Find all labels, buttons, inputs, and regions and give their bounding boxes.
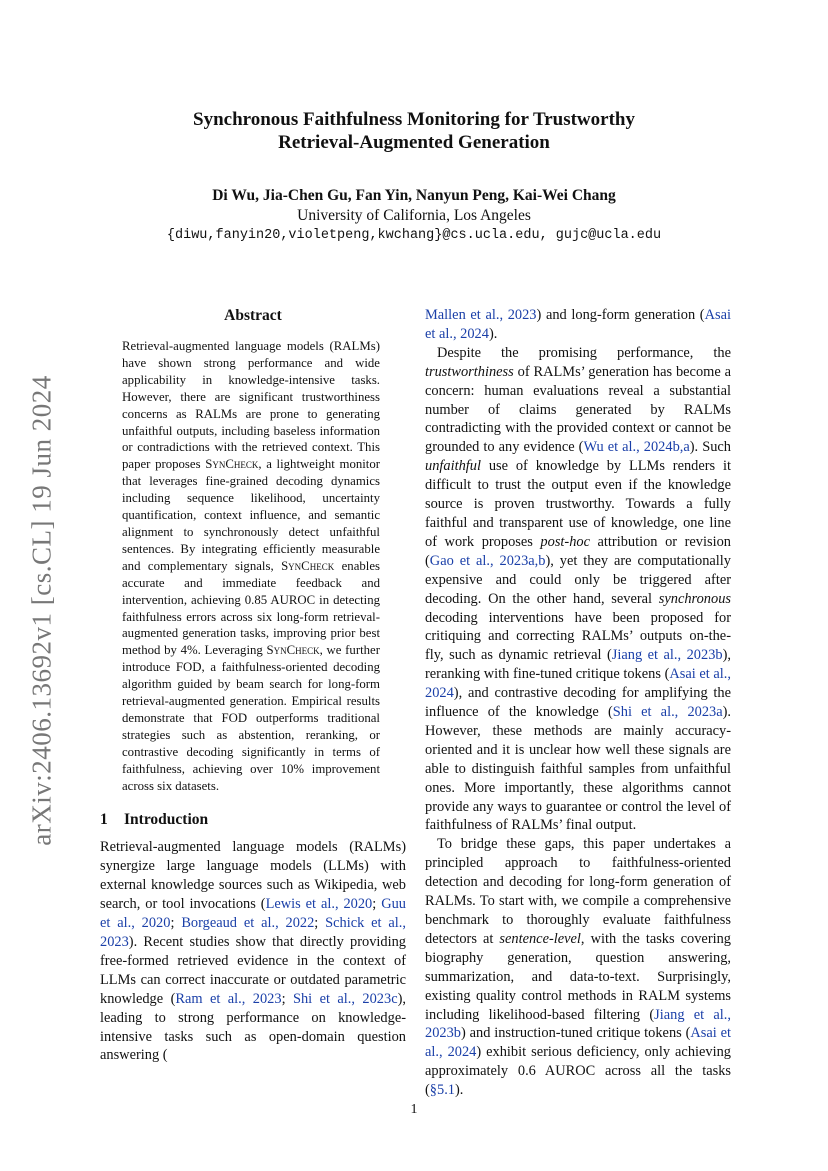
intro-paragraph-2	[425, 344, 731, 836]
right-column	[425, 306, 731, 1100]
citation-link[interactable]: Schick et al., 2023	[100, 915, 406, 950]
text-segment: Despite the promising performance, the	[437, 344, 731, 361]
abstract-segment: Retrieval-augmented language models (RALMs) have shown strong performance and wide applicability in knowledge-intensive tasks. However, there are significant trustworthiness concerns as RALMs are prone to generating unfaithful outputs, including baseless information or contradictions with the retrieved context. This paper proposes	[122, 339, 380, 472]
section-title: Introduction	[124, 811, 209, 829]
arxiv-stamp	[22, 370, 62, 850]
text-segment: ) exhibit serious deficiency, only achieving approximately 0.6 AUROC across all the tasks (	[425, 1044, 731, 1099]
affiliation: University of California, Los Angeles	[297, 207, 531, 224]
author-emails: {diwu,fanyin20,violetpeng,kwchang}@cs.ucla.edu, gujc@ucla.edu	[166, 228, 662, 243]
text-segment: ).	[488, 325, 498, 342]
text-segment: , with the tasks covering biography generation, question answering, summarization, and data-to-text. Surprisingly, existing quality control methods in RALM systems including likelihood-based filtering (	[425, 930, 731, 1023]
arxiv-identifier: arXiv:2406.13692v1 [cs.CL] 19 Jun 2024	[26, 374, 57, 846]
citation-link[interactable]: §5.1	[429, 1082, 455, 1099]
intro-paragraph-1	[100, 838, 406, 1065]
text-segment: decoding interventions have been proposed for critiquing and correcting RALMs’ outputs on-the-fly, such as dynamic retrieval (	[425, 609, 731, 664]
emphasis: post-hoc	[540, 533, 590, 550]
citation-link[interactable]: Mallen et al., 2023	[425, 307, 537, 323]
title-line-1: Synchronous Faithfulness Monitoring for Trustworthy	[193, 109, 635, 130]
emphasis: unfaithful	[425, 458, 481, 475]
text-segment: ) and long-form generation (	[536, 307, 705, 323]
text-segment: ). Such	[689, 439, 731, 456]
intro-paragraph-1-continued	[425, 306, 731, 344]
text-segment: ), and contrastive decoding for amplifying the influence of the knowledge (	[425, 685, 731, 721]
citation-link[interactable]: Wu et al., 2024b,a	[583, 439, 690, 456]
citation-link[interactable]: Guu et al., 2020	[100, 896, 406, 932]
text-segment: ;	[372, 896, 382, 913]
intro-paragraph-3	[425, 835, 731, 1100]
citation-link[interactable]: Borgeaud et al., 2022	[181, 915, 315, 932]
text-segment: Retrieval-augmented language models (RALMs) synergize large language models (LLMs) with external knowledge sources such as Wikipedia, web search, or tool invocations (	[100, 839, 406, 913]
abstract-segment: enables accurate and immediate feedback and intervention, achieving 0.85 AUROC in detecting faithfulness errors across six long-form retrieval-augmented generation tasks, improving prior best method by 4%. Leveraging	[122, 558, 381, 658]
citation-link[interactable]: Asai et al., 2024	[425, 1025, 731, 1061]
method-name: SynCheck	[205, 457, 259, 472]
text-segment: of RALMs’ generation has become a concern: human evaluations reveal a substantial number of claims generated by RALMs contradicting with the provided context or cannot be grounded to any evidence (	[425, 363, 731, 456]
paper-title	[100, 108, 728, 154]
citation-link[interactable]: Asai et al., 2024	[425, 666, 731, 702]
abstract-heading: Abstract	[224, 307, 282, 324]
text-segment: ) and instruction-tuned critique tokens (	[460, 1025, 691, 1042]
text-segment: ). However, these methods are mainly accuracy-oriented and it is unclear how well these signals are able to distinguish faithful samples from unfaithful ones. More importantly, these algorithms cannot provide any ways to guarantee or control the level of faithfulness of RALMs’ final output.	[425, 704, 731, 834]
citation-link[interactable]: Lewis et al., 2020	[265, 896, 373, 913]
emphasis: trustworthiness	[425, 363, 514, 380]
citation-link[interactable]: Ram et al., 2023	[175, 990, 282, 1007]
abstract-segment: , a lightweight monitor that leverages fine-grained decoding dynamics including sequence likelihood, uncertainty quantification, context influence, and semantic alignment to synchronously detect unfaithful sentences. By integrating efficiently measurable and complementary signals,	[122, 457, 381, 573]
citation-link[interactable]: Shi et al., 2023a	[612, 704, 723, 721]
text-segment: ). Recent studies show that directly providing free-formed retrieved evidence in the context of LLMs can correct inaccurate or outdated parametric knowledge (	[100, 934, 406, 1007]
page-number: 1	[410, 1102, 418, 1117]
left-column	[100, 306, 406, 1065]
text-segment: attribution or revision (	[425, 533, 731, 569]
method-name: SynCheck	[266, 643, 320, 658]
text-segment: ;	[281, 990, 293, 1007]
text-segment: ;	[314, 915, 326, 932]
authors: Di Wu, Jia-Chen Gu, Fan Yin, Nanyun Peng, Kai-Wei Chang	[212, 187, 616, 204]
text-segment: ), reranking with fine-tuned critique tokens (	[425, 647, 731, 683]
section-heading-introduction	[100, 810, 406, 830]
citation-link[interactable]: Jiang et al., 2023b	[611, 647, 723, 664]
method-name: SynCheck	[281, 558, 335, 573]
abstract-text	[122, 338, 380, 794]
text-segment: use of knowledge by LLMs renders it difficult to trust the output even if the knowledge source is proven trustworthy. Towards a fully faithful and transparent use of knowledge, one line of work proposes	[425, 458, 731, 550]
citation-link[interactable]: Asai et al., 2024	[425, 307, 731, 342]
citation-link[interactable]: Jiang et al., 2023b	[425, 1006, 731, 1042]
text-segment: ), leading to strong performance on knowledge-intensive tasks such as open-domain question answering (	[100, 990, 406, 1064]
abstract-segment: , we further introduce FOD, a faithfulness-oriented decoding algorithm guided by beam search for long-form retrieval-augmented generation. Empirical results demonstrate that FOD outperforms traditional strategies such as abstention, reranking, or contrastive decoding significantly in terms of faithfulness, achieving over 10% improvement across six datasets.	[122, 643, 380, 793]
text-segment: To bridge these gaps, this paper undertakes a principled approach to faithfulness-oriented detection and decoding for long-form generation of RALMs. To start with, we compile a comprehensive benchmark to thoroughly evaluate faithfulness detectors at	[425, 836, 731, 947]
text-segment: ), yet they are computationally expensive and could only be triggered after decoding. On the other hand, several	[425, 552, 731, 607]
citation-link[interactable]: Shi et al., 2023c	[292, 990, 398, 1007]
text-segment: ).	[454, 1082, 464, 1099]
title-line-2: Retrieval-Augmented Generation	[278, 132, 550, 153]
emphasis: sentence-level	[499, 930, 581, 947]
section-number: 1	[100, 811, 108, 829]
citation-link[interactable]: Gao et al., 2023a,b	[429, 552, 546, 569]
text-segment: ;	[170, 915, 182, 932]
emphasis: synchronous	[658, 590, 731, 607]
